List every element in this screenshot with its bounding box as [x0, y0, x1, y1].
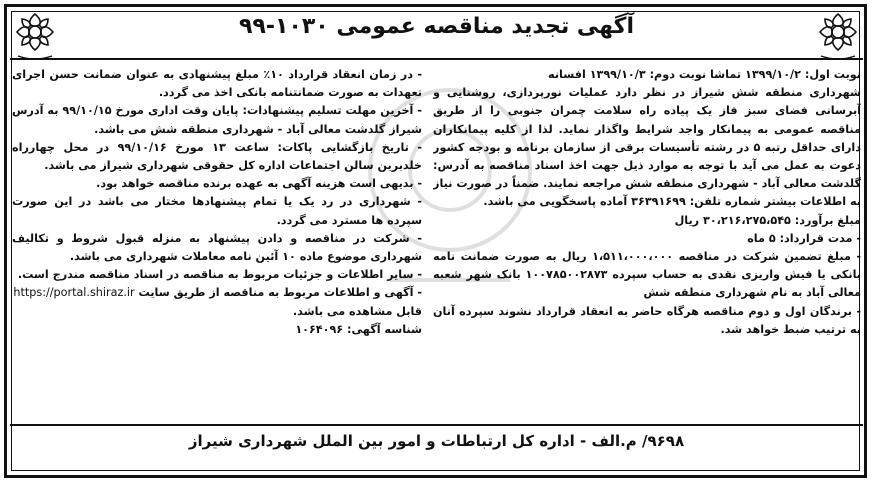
- other-info: - سایر اطلاعات و جزئیات مربوط به مناقصه در اسناد مناقصه مندرج است.: [17, 268, 422, 282]
- ad-title: آگهی تجدید مناقصه عمومی ۱۰۳۰-۹۹: [238, 14, 634, 39]
- viewable-note: قابل مشاهده می باشد.: [292, 304, 422, 318]
- acceptance-note: - شرکت در مناقصه و دادن پیشنهاد به منزله قبول شروط و تکالیف شهرداری موضوع ماده ۱۰ آئین نامه معاملات شهرداری می باشد.: [12, 231, 422, 264]
- ad-footer: ۹۶۹۸/ م.الف - اداره کل ارتباطات و امور بین الملل شهرداری شیراز: [188, 432, 685, 450]
- ad-cost-note: - بدیهی است هزینه آگهی به عهده برنده مناقصه خواهد بود.: [96, 177, 422, 191]
- ad-id: شناسه آگهی: ۱۰۶۴۰۹۶: [295, 322, 422, 336]
- left-text-column: [12, 66, 422, 396]
- rejection-right: - شهرداری در رد یک یا تمام پیشنهادها مختار می باشد در این صورت سپرده ها مسترد می گردد.: [12, 195, 422, 227]
- winners-condition: - برندگان اول و دوم مناقصه هرگاه حاضر به انعقاد قرارداد نشوند سپرده آنان به ترتیب ضبط خواهد شد.: [433, 304, 861, 336]
- title-divider: [10, 58, 863, 60]
- website-note: - آگهی و اطلاعات مربوط به مناقصه از طریق سایت https://portal.shiraz.ir: [13, 286, 422, 300]
- right-text-column: [433, 66, 861, 396]
- bid-guarantee: - مبلغ تضمین شرکت در مناقصه ۱،۵۱۱،۰۰۰،۰۰۰ ریال به صورت ضمانت نامه بانکی یا فیش واریزی نقدی به حساب سپرده ۱۰۰۷۸۵۰۰۲۸۷۳ بانک شهر شعبه معالی آباد به نام شهرداری منطقه شش: [433, 250, 861, 300]
- contract-duration: - مدت قرارداد: ۵ ماه: [747, 231, 861, 245]
- tender-description: شهرداری منطقه شش شیراز در نظر دارد عملیات نورپردازی، روشنایی و آبرسانی فضای سبز فاز یک پیاده راه سلامت چمران جنوبی را از طریق مناقصه عمومی به پیمانکار واجد شرایط واگذار نماید. لذا از کلیه پیمانکاران دارای حداقل رتبه ۵ در رشته تأسیسات برقی از سازمان برنامه و بودجه کشور دعوت به عمل می آید با توجه به موارد ذیل جهت اخذ اسناد مناقصه به آدرس: گلدشت معالی آباد - شهرداری منطقه شش مراجعه نمایند. ضمناً در صورت نیاز به اطلاعات بیشتر شماره تلفن: ۳۶۳۹۱۶۹۹ آماده پاسخگویی می باشد.: [433, 86, 861, 209]
- website-link[interactable]: https://portal.shiraz.ir: [13, 286, 135, 300]
- opening-date: - تاریخ بازگشایی پاکات: ساعت ۱۳ مورخ ۹۹/۱۰/۱۶ در محل چهارراه خلدبرین سالن اجتماعات اداره کل حقوقی شهرداری شیراز می باشد.: [12, 140, 422, 173]
- publish-dates: نوبت اول: ۱۳۹۹/۱۰/۲ تماشا نوبت دوم: ۱۳۹۹/۱۰/۳ افسانه: [548, 68, 861, 81]
- submission-deadline: - آخرین مهلت تسلیم پیشنهادات: پایان وقت اداری مورخ ۹۹/۱۰/۱۵ به آدرس شیراز گلدشت معالی آباد - شهرداری منطقه شش می باشد.: [12, 104, 422, 136]
- footer-divider: [10, 424, 863, 426]
- performance-guarantee: - در زمان انعقاد قرارداد ۱۰٪ مبلغ پیشنهادی به عنوان ضمانت حسن اجرای تعهدات به صورت ضمانتنامه بانکی اخذ می گردد.: [12, 68, 422, 100]
- estimated-amount: مبلغ برآورد: ۳۰،۲۱۶،۲۷۵،۵۴۵ ریال: [674, 213, 861, 227]
